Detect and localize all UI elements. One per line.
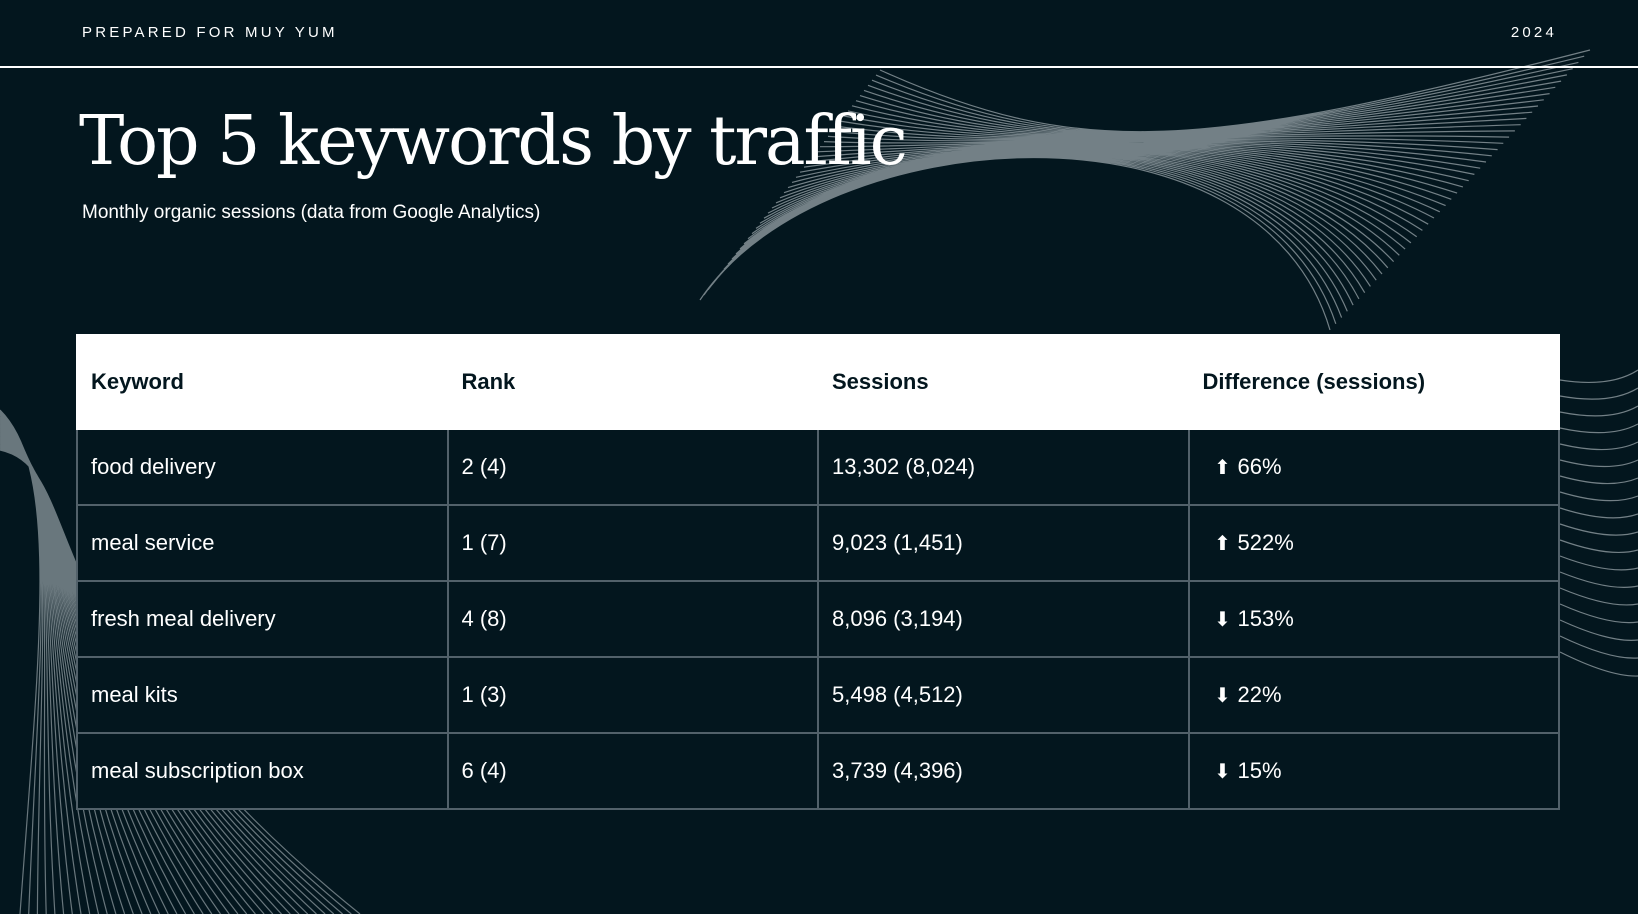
- column-header-sessions: Sessions: [818, 335, 1189, 429]
- table-row: [77, 581, 1559, 657]
- difference-cell: [1189, 505, 1560, 581]
- table-row: [77, 505, 1559, 581]
- difference-value: 66%: [1237, 454, 1282, 479]
- difference-value: 15%: [1237, 758, 1282, 783]
- table-row: [77, 429, 1559, 505]
- arrow-down-icon: ⬇: [1214, 761, 1231, 783]
- difference-cell: [1189, 657, 1560, 733]
- difference-cell: [1189, 581, 1560, 657]
- header-bar: [0, 0, 1638, 68]
- rank-cell: 1 (7): [448, 505, 819, 581]
- page-title: Top 5 keywords by traffic: [79, 102, 906, 181]
- table-row: [77, 657, 1559, 733]
- difference-cell: [1189, 733, 1560, 809]
- table-header-row: [77, 335, 1559, 429]
- column-header-difference: Difference (sessions): [1189, 335, 1560, 429]
- rank-cell: 1 (3): [448, 657, 819, 733]
- sessions-cell: 8,096 (3,194): [818, 581, 1189, 657]
- keyword-cell: fresh meal delivery: [77, 581, 448, 657]
- rank-cell: 6 (4): [448, 733, 819, 809]
- keyword-cell: meal subscription box: [77, 733, 448, 809]
- rank-cell: 4 (8): [448, 581, 819, 657]
- arrow-up-icon: ⬆: [1214, 533, 1231, 555]
- difference-value: 22%: [1237, 682, 1282, 707]
- difference-value: 522%: [1237, 530, 1294, 555]
- table-row: [77, 733, 1559, 809]
- column-header-rank: Rank: [448, 335, 819, 429]
- difference-value: 153%: [1237, 606, 1294, 631]
- year-label: 2024: [1510, 24, 1557, 41]
- difference-cell: [1189, 429, 1560, 505]
- keywords-table-container: [76, 334, 1560, 810]
- keyword-cell: meal kits: [77, 657, 448, 733]
- sessions-cell: 5,498 (4,512): [818, 657, 1189, 733]
- sessions-cell: 13,302 (8,024): [818, 429, 1189, 505]
- keyword-cell: food delivery: [77, 429, 448, 505]
- sessions-cell: 9,023 (1,451): [818, 505, 1189, 581]
- keyword-cell: meal service: [77, 505, 448, 581]
- page-subtitle: Monthly organic sessions (data from Google Analytics): [82, 202, 541, 223]
- arrow-down-icon: ⬇: [1214, 685, 1231, 707]
- sessions-cell: 3,739 (4,396): [818, 733, 1189, 809]
- arrow-down-icon: ⬇: [1214, 609, 1231, 631]
- rank-cell: 2 (4): [448, 429, 819, 505]
- arrow-up-icon: ⬆: [1214, 457, 1231, 479]
- keywords-table: [76, 334, 1560, 810]
- column-header-keyword: Keyword: [77, 335, 448, 429]
- prepared-for-label: PREPARED FOR MUY YUM: [82, 24, 338, 41]
